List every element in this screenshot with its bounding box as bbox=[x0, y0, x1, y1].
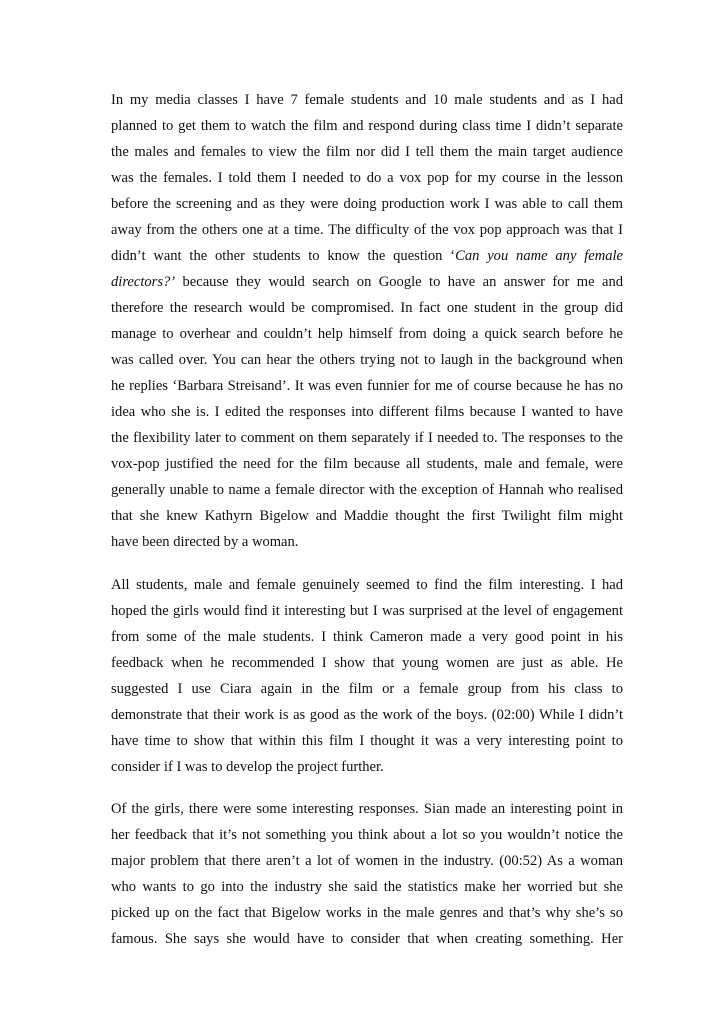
text-line bbox=[111, 399, 623, 425]
text-line bbox=[111, 477, 623, 503]
text-line bbox=[111, 165, 623, 191]
text-line bbox=[111, 451, 623, 477]
text-segment: planned to get them to watch the film and respond during class time I didn’t separate bbox=[111, 118, 623, 134]
text-segment: her feedback that it’s not something you think about a lot so you wouldn’t notice the bbox=[111, 827, 623, 843]
text-segment: idea who she is. I edited the responses into different films because I wanted to have bbox=[111, 404, 623, 420]
text-segment: generally unable to name a female director with the exception of Hannah who realised bbox=[111, 482, 623, 498]
text-segment: have been directed by a woman. bbox=[111, 534, 299, 550]
text-line bbox=[111, 624, 623, 650]
text-segment: manage to overhear and couldn’t help himself from doing a quick search before he bbox=[111, 326, 623, 342]
text-line bbox=[111, 243, 623, 269]
text-segment: before the screening and as they were doing production work I was able to call them bbox=[111, 196, 623, 212]
text-segment: consider if I was to develop the project further. bbox=[111, 758, 384, 775]
document-body bbox=[111, 87, 623, 969]
text-line bbox=[111, 926, 623, 952]
text-line bbox=[111, 139, 623, 165]
text-segment: major problem that there aren’t a lot of women in the industry. (00:52) As a woman bbox=[111, 853, 623, 869]
text-segment: picked up on the fact that Bigelow works in the male genres and that’s why she’s so bbox=[111, 905, 623, 921]
text-segment: because they would search on Google to have an answer for me and bbox=[175, 274, 623, 290]
text-line bbox=[111, 822, 623, 848]
text-segment: famous. She says she would have to consider that when creating something. Her bbox=[111, 931, 623, 947]
text-segment: he replies ‘Barbara Streisand’. It was even funnier for me of course because he has no bbox=[111, 378, 623, 394]
text-line bbox=[111, 796, 623, 822]
text-segment: feedback when he recommended I show that young women are just as able. He bbox=[111, 654, 623, 671]
text-line bbox=[111, 269, 623, 295]
text-line bbox=[111, 503, 623, 529]
text-line bbox=[111, 848, 623, 874]
text-line bbox=[111, 113, 623, 139]
text-segment: that she knew Kathyrn Bigelow and Maddie thought the first Twilight film might bbox=[111, 508, 623, 524]
text-line bbox=[111, 217, 623, 243]
text-line bbox=[111, 900, 623, 926]
italic-text: directors?’ bbox=[111, 274, 176, 290]
text-segment: from some of the male students. I think Cameron made a very good point in his bbox=[111, 628, 623, 645]
text-line bbox=[111, 347, 623, 373]
text-line bbox=[111, 728, 623, 754]
text-line bbox=[111, 295, 623, 321]
paragraph-2 bbox=[111, 572, 623, 780]
paragraph-3 bbox=[111, 796, 623, 952]
text-segment: therefore the research would be compromised. In fact one student in the group did bbox=[111, 300, 623, 316]
text-line bbox=[111, 874, 623, 900]
text-segment: In my media classes I have 7 female students and 10 male students and as I had bbox=[111, 92, 623, 108]
text-line bbox=[111, 702, 623, 728]
italic-text: Can you name any female bbox=[455, 248, 624, 264]
text-line bbox=[111, 373, 623, 399]
paragraph-1 bbox=[111, 87, 623, 555]
text-segment: All students, male and female genuinely seemed to find the film interesting. I had bbox=[111, 576, 623, 593]
text-segment: suggested I use Ciara again in the film or a female group from his class to bbox=[111, 680, 623, 697]
text-line bbox=[111, 650, 623, 676]
text-segment: the flexibility later to comment on them separately if I needed to. The responses to the bbox=[111, 430, 623, 446]
text-line bbox=[111, 191, 623, 217]
text-line bbox=[111, 754, 623, 780]
text-line bbox=[111, 676, 623, 702]
text-line bbox=[111, 572, 623, 598]
text-segment: vox-pop justified the need for the film because all students, male and female, were bbox=[111, 456, 623, 472]
text-line bbox=[111, 529, 623, 555]
text-segment: away from the others one at a time. The difficulty of the vox pop approach was that I bbox=[111, 222, 623, 238]
text-line bbox=[111, 425, 623, 451]
text-segment: demonstrate that their work is as good as the work of the boys. (02:00) While I didn’t bbox=[111, 706, 623, 723]
text-segment: who wants to go into the industry she said the statistics make her worried but she bbox=[111, 879, 623, 895]
text-line bbox=[111, 598, 623, 624]
text-line bbox=[111, 87, 623, 113]
text-segment: was the females. I told them I needed to do a vox pop for my course in the lesson bbox=[111, 170, 623, 186]
text-segment: didn’t want the other students to know the question ‘ bbox=[111, 248, 456, 264]
text-segment: have time to show that within this film I thought it was a very interesting point to bbox=[111, 732, 623, 749]
text-segment: was called over. You can hear the others trying not to laugh in the background when bbox=[111, 352, 623, 368]
text-segment: Of the girls, there were some interesting responses. Sian made an interesting point in bbox=[111, 801, 623, 817]
text-segment: the males and females to view the film nor did I tell them the main target audience bbox=[111, 144, 623, 160]
text-line bbox=[111, 321, 623, 347]
text-segment: hoped the girls would find it interesting but I was surprised at the level of engagement bbox=[111, 602, 623, 619]
